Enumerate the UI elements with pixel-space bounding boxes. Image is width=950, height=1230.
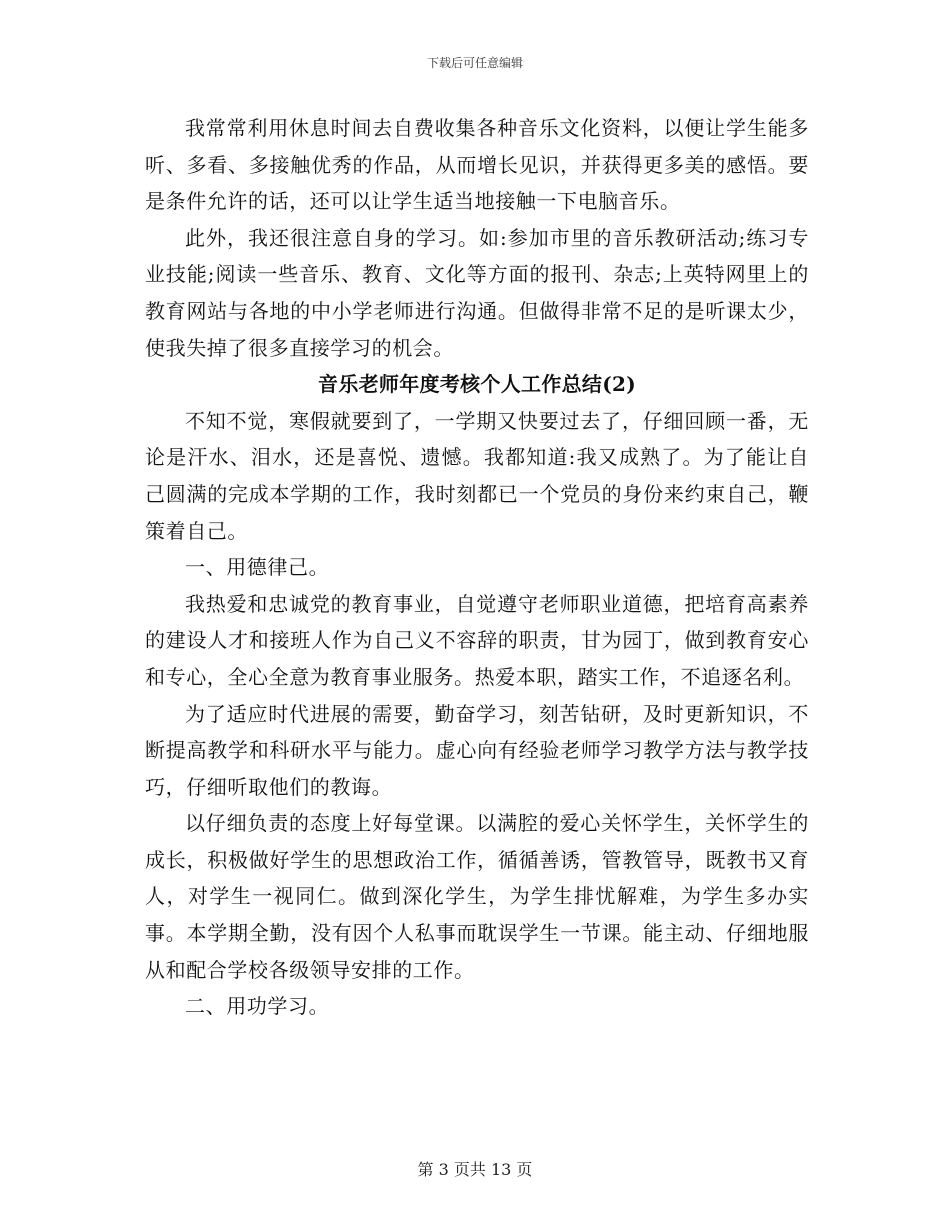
paragraph-teaching: 以仔细负责的态度上好每堂课。以满腔的爱心关怀学生，关怀学生的成长，积极做好学生的思想政治工作，循循善诱，管教管导，既教书又育人，对学生一视同仁。做到深化学生，为学生排忧解难，为学生多办实事。本学期全勤，没有因个人私事而耽误学生一节课。能主动、仔细地服从和配合学校各级领导安排的工作。 [145, 811, 809, 982]
paragraph-music-resources: 我常常利用休息时间去自费收集各种音乐文化资料，以便让学生能多听、多看、多接触优秀的作品，从而增长见识，并获得更多美的感悟。要是条件允许的话，还可以让学生适当地接触一下电脑音乐。 [145, 116, 809, 214]
heading-study: 二、用功学习。 [185, 994, 330, 1019]
heading-morality: 一、用德律己。 [185, 555, 330, 580]
paragraph-intro: 不知不觉，寒假就要到了，一学期又快要过去了，仔细回顾一番，无论是汗水、泪水，还是喜悦、遗憾。我都知道:我又成熟了。为了能让自己圆满的完成本学期的工作，我时刻都已一个党员的身份来约束自己，鞭策着自己。 [145, 408, 809, 543]
page-header: 下载后可任意编辑 [426, 56, 523, 70]
paragraph-learning: 为了适应时代进展的需要，勤奋学习，刻苦钻研，及时更新知识，不断提高教学和科研水平与能力。虚心向有经验老师学习教学方法与教学技巧，仔细听取他们的教诲。 [145, 701, 809, 799]
document-body [145, 110, 809, 1025]
paragraph-self-study: 此外，我还很注意自身的学习。如:参加市里的音乐教研活动;练习专业技能;阅读一些音乐、教育、文化等方面的报刊、杂志;上英特网里上的教育网站与各地的中小学老师进行沟通。但做得非常不足的是听课太少，使我失掉了很多直接学习的机会。 [145, 225, 809, 360]
page-number: 第 3 页共 13 页 [417, 1160, 533, 1179]
paragraph-dedication: 我热爱和忠诚党的教育事业，自觉遵守老师职业道德，把培育高素养的建设人才和接班人作为自己义不容辞的职责，甘为园丁，做到教育安心和专心，全心全意为教育事业服务。热爱本职，踏实工作，不追逐名利。 [145, 591, 809, 689]
section-title: 音乐老师年度考核个人工作总结(2) [318, 372, 636, 397]
